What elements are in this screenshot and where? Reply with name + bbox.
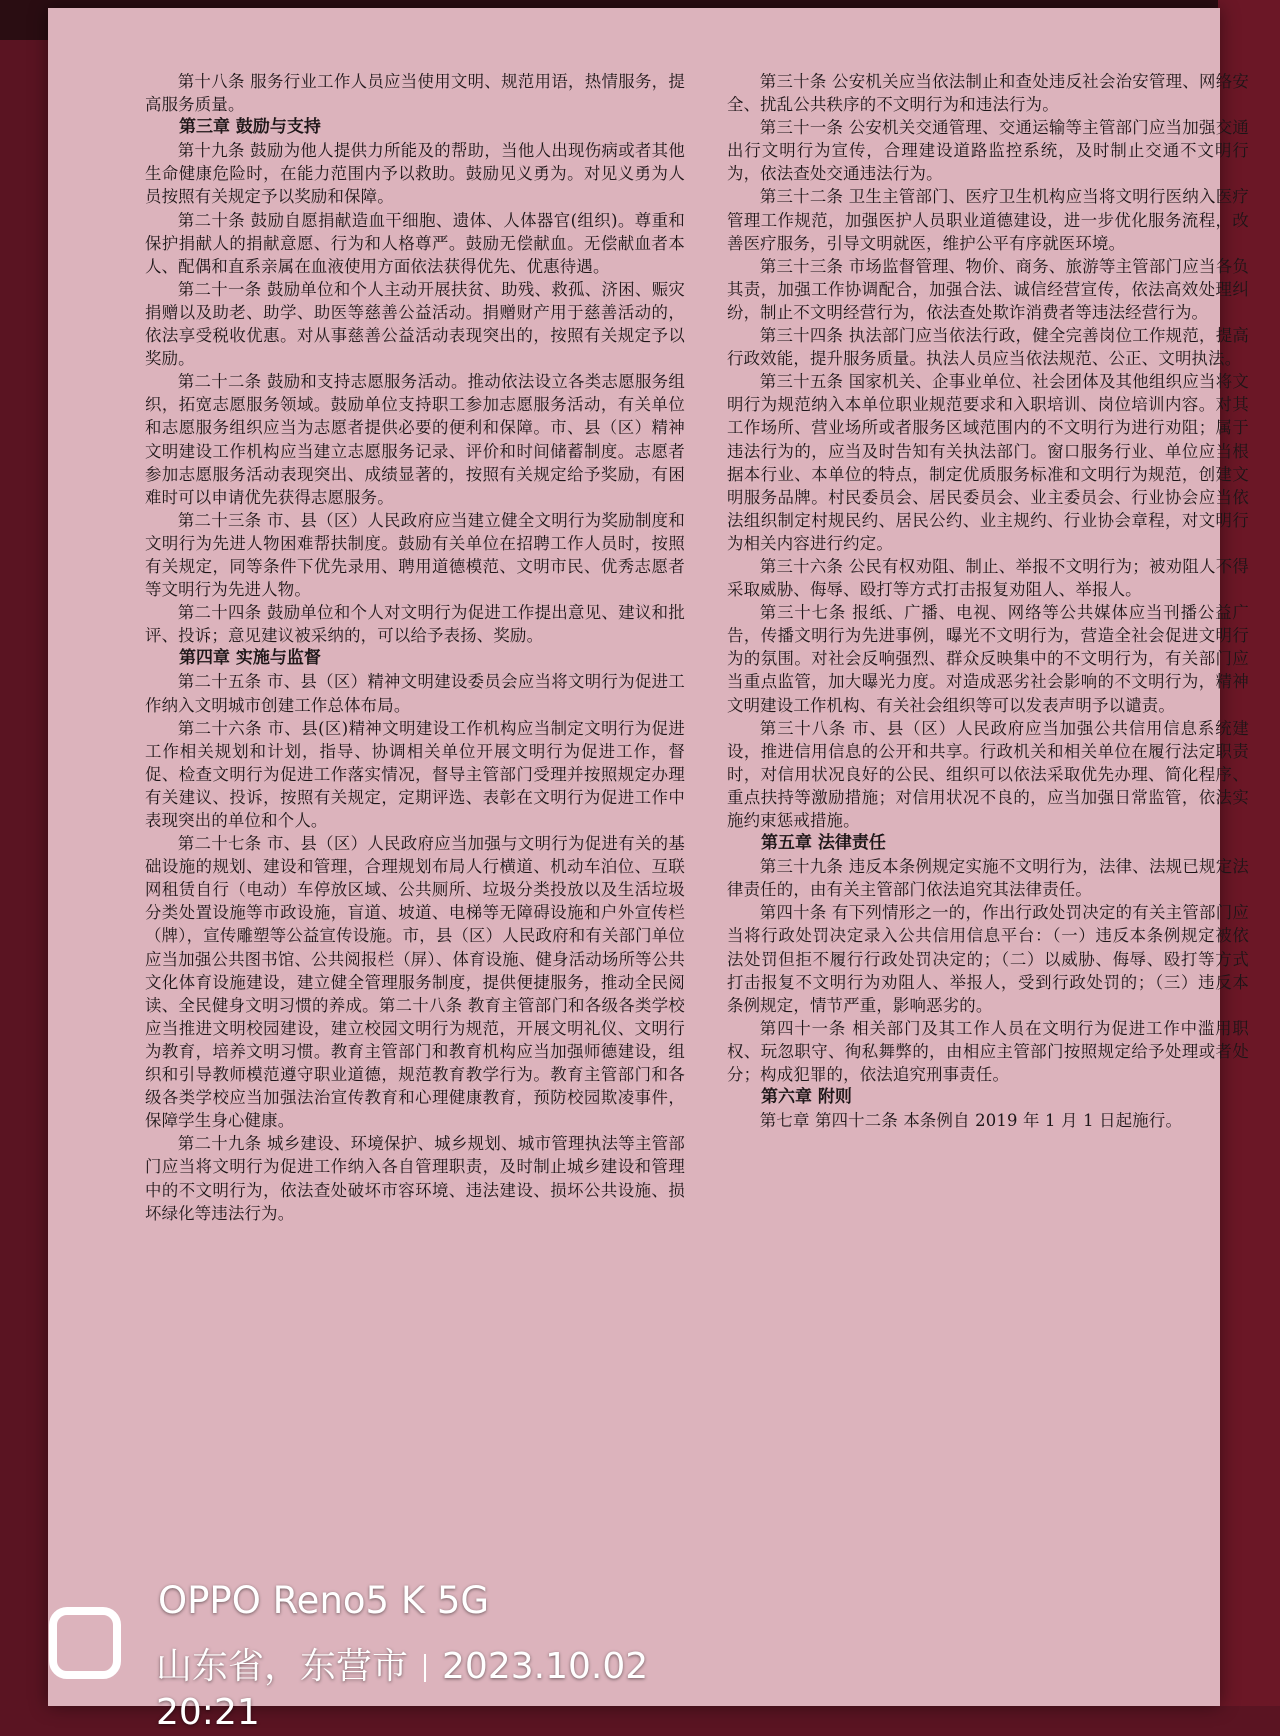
article-paragraph: 第三十八条 市、县（区）人民政府应当加强公共信用信息系统建设，推进信用信息的公开和共享。行政机关和相关单位在履行法定职责时，对信用状况良好的公民、组织可以依法采取优先办理、简化程序、重点扶持等激励措施；对信用状况不良的，应当加强日常监管，依法实施约束惩戒措施。: [727, 718, 1249, 830]
left-column: [145, 70, 685, 1225]
article-paragraph: 第四十条 有下列情形之一的，作出行政处罚决定的有关主管部门应当将行政处罚决定录入公共信用信息平台：（一）违反本条例规定被依法处罚但拒不履行行政处罚决定的；（二）以威胁、侮辱、殴打等方式打击报复不文明行为劝阻人、举报人，受到行政处罚的；（三）违反本条例规定，情节严重，影响恶劣的。: [727, 903, 1249, 1015]
article-paragraph: 第二十六条 市、县(区)精神文明建设工作机构应当制定文明行为促进工作相关规划和计划，指导、协调相关单位开展文明行为促进工作，督促、检查文明行为促进工作落实情况，督导主管部门受理并按照规定办理有关建议、投诉，按照有关规定，定期评选、表彰在文明行为促进工作中表现突出的单位和个人。: [145, 718, 685, 830]
article-paragraph: 第二十五条 市、县（区）精神文明建设委员会应当将文明行为促进工作纳入文明城市创建工作总体布局。: [145, 672, 685, 715]
article-paragraph: 第三十二条 卫生主管部门、医疗卫生机构应当将文明行医纳入医疗管理工作规范，加强医护人员职业道德建设，进一步优化服务流程，改善医疗服务，引导文明就医，维护公平有序就医环境。: [727, 187, 1249, 253]
location-text: 山东省，东营市: [156, 1646, 409, 1687]
separator: [424, 1654, 426, 1682]
article-paragraph: 第二十七条 市、县（区）人民政府应当加强与文明行为促进有关的基础设施的规划、建设和管理，合理规划布局人行横道、机动车泊位、互联网租赁自行（电动）车停放区域、公共厕所、垃圾分类投放以及生活垃圾分类处置设施等市政设施，盲道、坡道、电梯等无障碍设施和户外宣传栏（牌），宣传雕塑等公益宣传设施。市，县（区）人民政府和有关部门单位应当加强公共图书馆、公共阅报栏（屏）、体育设施、健身活动场所等公共文化体育设施建设，建立健全管理服务制度，提供便捷服务，推动全民阅读、全民健身文明习惯的养成。第二十八条 教育主管部门和各级各类学校应当推进文明校园建设，建立校园文明行为规范，开展文明礼仪、文明行为教育，培养文明习惯。教育主管部门和教育机构应当加强师德建设，组织和引导教师模范遵守职业道德，规范教育教学行为。教育主管部门和各级各类学校应当加强法治宣传教育和心理健康教育，预防校园欺凌事件，保障学生身心健康。: [145, 834, 685, 1131]
article-paragraph: 第三十三条 市场监督管理、物价、商务、旅游等主管部门应当各负其责，加强工作协调配合，加强合法、诚信经营宣传，依法高效处理纠纷，制止不文明经营行为，依法查处欺诈消费者等违法经营行为。: [727, 256, 1249, 322]
article-paragraph: 第二十九条 城乡建设、环境保护、城乡规划、城市管理执法等主管部门应当将文明行为促进工作纳入各自管理职责，及时制止城乡建设和管理中的不文明行为，依法查处破坏市容环境、违法建设、损坏公共设施、损坏绿化等违法行为。: [145, 1134, 685, 1223]
article-paragraph: 第三十七条 报纸、广播、电视、网络等公共媒体应当刊播公益广告，传播文明行为先进事例，曝光不文明行为，营造全社会促进文明行为的氛围。对社会反响强烈、群众反映集中的不文明行为，有关部门应当重点监管，加大曝光力度。对造成恶劣社会影响的不文明行为，精神文明建设工作机构、有关社会组织等可以发表声明予以谴责。: [727, 603, 1249, 715]
article-paragraph: 第二十三条 市、县（区）人民政府应当建立健全文明行为奖励制度和文明行为先进人物困难帮扶制度。鼓励有关单位在招聘工作人员时，按照有关规定，同等条件下优先录用、聘用道德模范、文明市民、优秀志愿者等文明行为先进人物。: [145, 510, 685, 600]
article-paragraph: 第十九条 鼓励为他人提供力所能及的帮助，当他人出现伤病或者其他生命健康危险时，在能力范围内予以救助。鼓励见义勇为。对见义勇为人员按照有关规定予以奖励和保障。: [145, 141, 685, 207]
article-paragraph: 第二十条 鼓励自愿捐献造血干细胞、遗体、人体器官(组织)。尊重和保护捐献人的捐献意愿、行为和人格尊严。鼓励无偿献血。无偿献血者本人、配偶和直系亲属在血液使用方面依法获得优先、优惠待遇。: [145, 210, 685, 276]
chapter-heading: 第六章 附则: [761, 1087, 852, 1108]
article-paragraph: 第二十一条 鼓励单位和个人主动开展扶贫、助残、救孤、济困、赈灾捐赠以及助老、助学、助医等慈善公益活动。捐赠财产用于慈善活动的，依法享受税收优惠。对从事慈善公益活动表现突出的，按照有关规定予以奖励。: [145, 279, 685, 369]
device-model: OPPO Reno5 K 5G: [158, 1579, 490, 1622]
chapter-heading: 第三章 鼓励与支持: [179, 117, 321, 138]
article-paragraph: 第三十九条 违反本条例规定实施不文明行为，法律、法规已规定法律责任的，由有关主管部门依法追究其法律责任。: [727, 857, 1249, 900]
article-paragraph: 第三十六条 公民有权劝阻、制止、举报不文明行为；被劝阻人不得采取威胁、侮辱、殴打等方式打击报复劝阻人、举报人。: [727, 556, 1249, 600]
watermark-frame-icon: [48, 1606, 122, 1680]
article-paragraph: 第二十四条 鼓励单位和个人对文明行为促进工作提出意见、建议和批评、投诉；意见建议被采纳的，可以给予表扬、奖励。: [145, 603, 685, 646]
right-column: [727, 70, 1249, 1132]
article-paragraph: 第三十五条 国家机关、企事业单位、社会团体及其他组织应当将文明行为规范纳入本单位职业规范要求和入职培训、岗位培训内容。对其工作场所、营业场所或者服务区域范围内的不文明行为进行劝阻；属于违法行为的，应当及时告知有关执法部门。窗口服务行业、单位应当根据本行业、本单位的特点，制定优质服务标准和文明行为规范，创建文明服务品牌。村民委员会、居民委员会、业主委员会、行业协会应当依法组织制定村规民约、居民公约、业主规约、行业协会章程，对文明行为相关内容进行约定。: [727, 372, 1249, 553]
location-datetime: [156, 1644, 740, 1736]
chapter-heading: 第五章 法律责任: [761, 833, 886, 854]
article-paragraph: 第七章 第四十二条 本条例自 2019 年 1 月 1 日起施行。: [759, 1111, 1183, 1131]
article-paragraph: 第三十条 公安机关应当依法制止和查处违反社会治安管理、网络安全、扰乱公共秩序的不文明行为和违法行为。: [727, 72, 1249, 115]
article-paragraph: 第十八条 服务行业工作人员应当使用文明、规范用语，热情服务，提高服务质量。: [145, 72, 685, 115]
article-paragraph: 第三十四条 执法部门应当依法行政，健全完善岗位工作规范，提高行政效能，提升服务质量。执法人员应当依法规范、公正、文明执法。: [727, 326, 1249, 369]
article-paragraph: 第三十一条 公安机关交通管理、交通运输等主管部门应当加强交通出行文明行为宣传，合理建设道路监控系统，及时制止交通不文明行为，依法查处交通违法行为。: [727, 118, 1249, 184]
article-paragraph: 第四十一条 相关部门及其工作人员在文明行为促进工作中滥用职权、玩忽职守、徇私舞弊的，由相应主管部门按照规定给予处理或者处分；构成犯罪的，依法追究刑事责任。: [727, 1018, 1249, 1085]
datetime-text: 2023.10.02 20:21: [156, 1646, 649, 1733]
article-paragraph: 第二十二条 鼓励和支持志愿服务活动。推动依法设立各类志愿服务组织，拓宽志愿服务领域。鼓励单位支持职工参加志愿服务活动，有关单位和志愿服务组织应当为志愿者提供必要的便利和保障。市、县（区）精神文明建设工作机构应当建立志愿服务记录、评价和时间储蓄制度。志愿者参加志愿服务活动表现突出、成绩显著的，按照有关规定给予奖励，有困难时可以申请优先获得志愿服务。: [145, 372, 685, 507]
document-page: [48, 8, 1249, 1706]
camera-watermark: [40, 1570, 740, 1733]
chapter-heading: 第四章 实施与监督: [179, 648, 321, 669]
